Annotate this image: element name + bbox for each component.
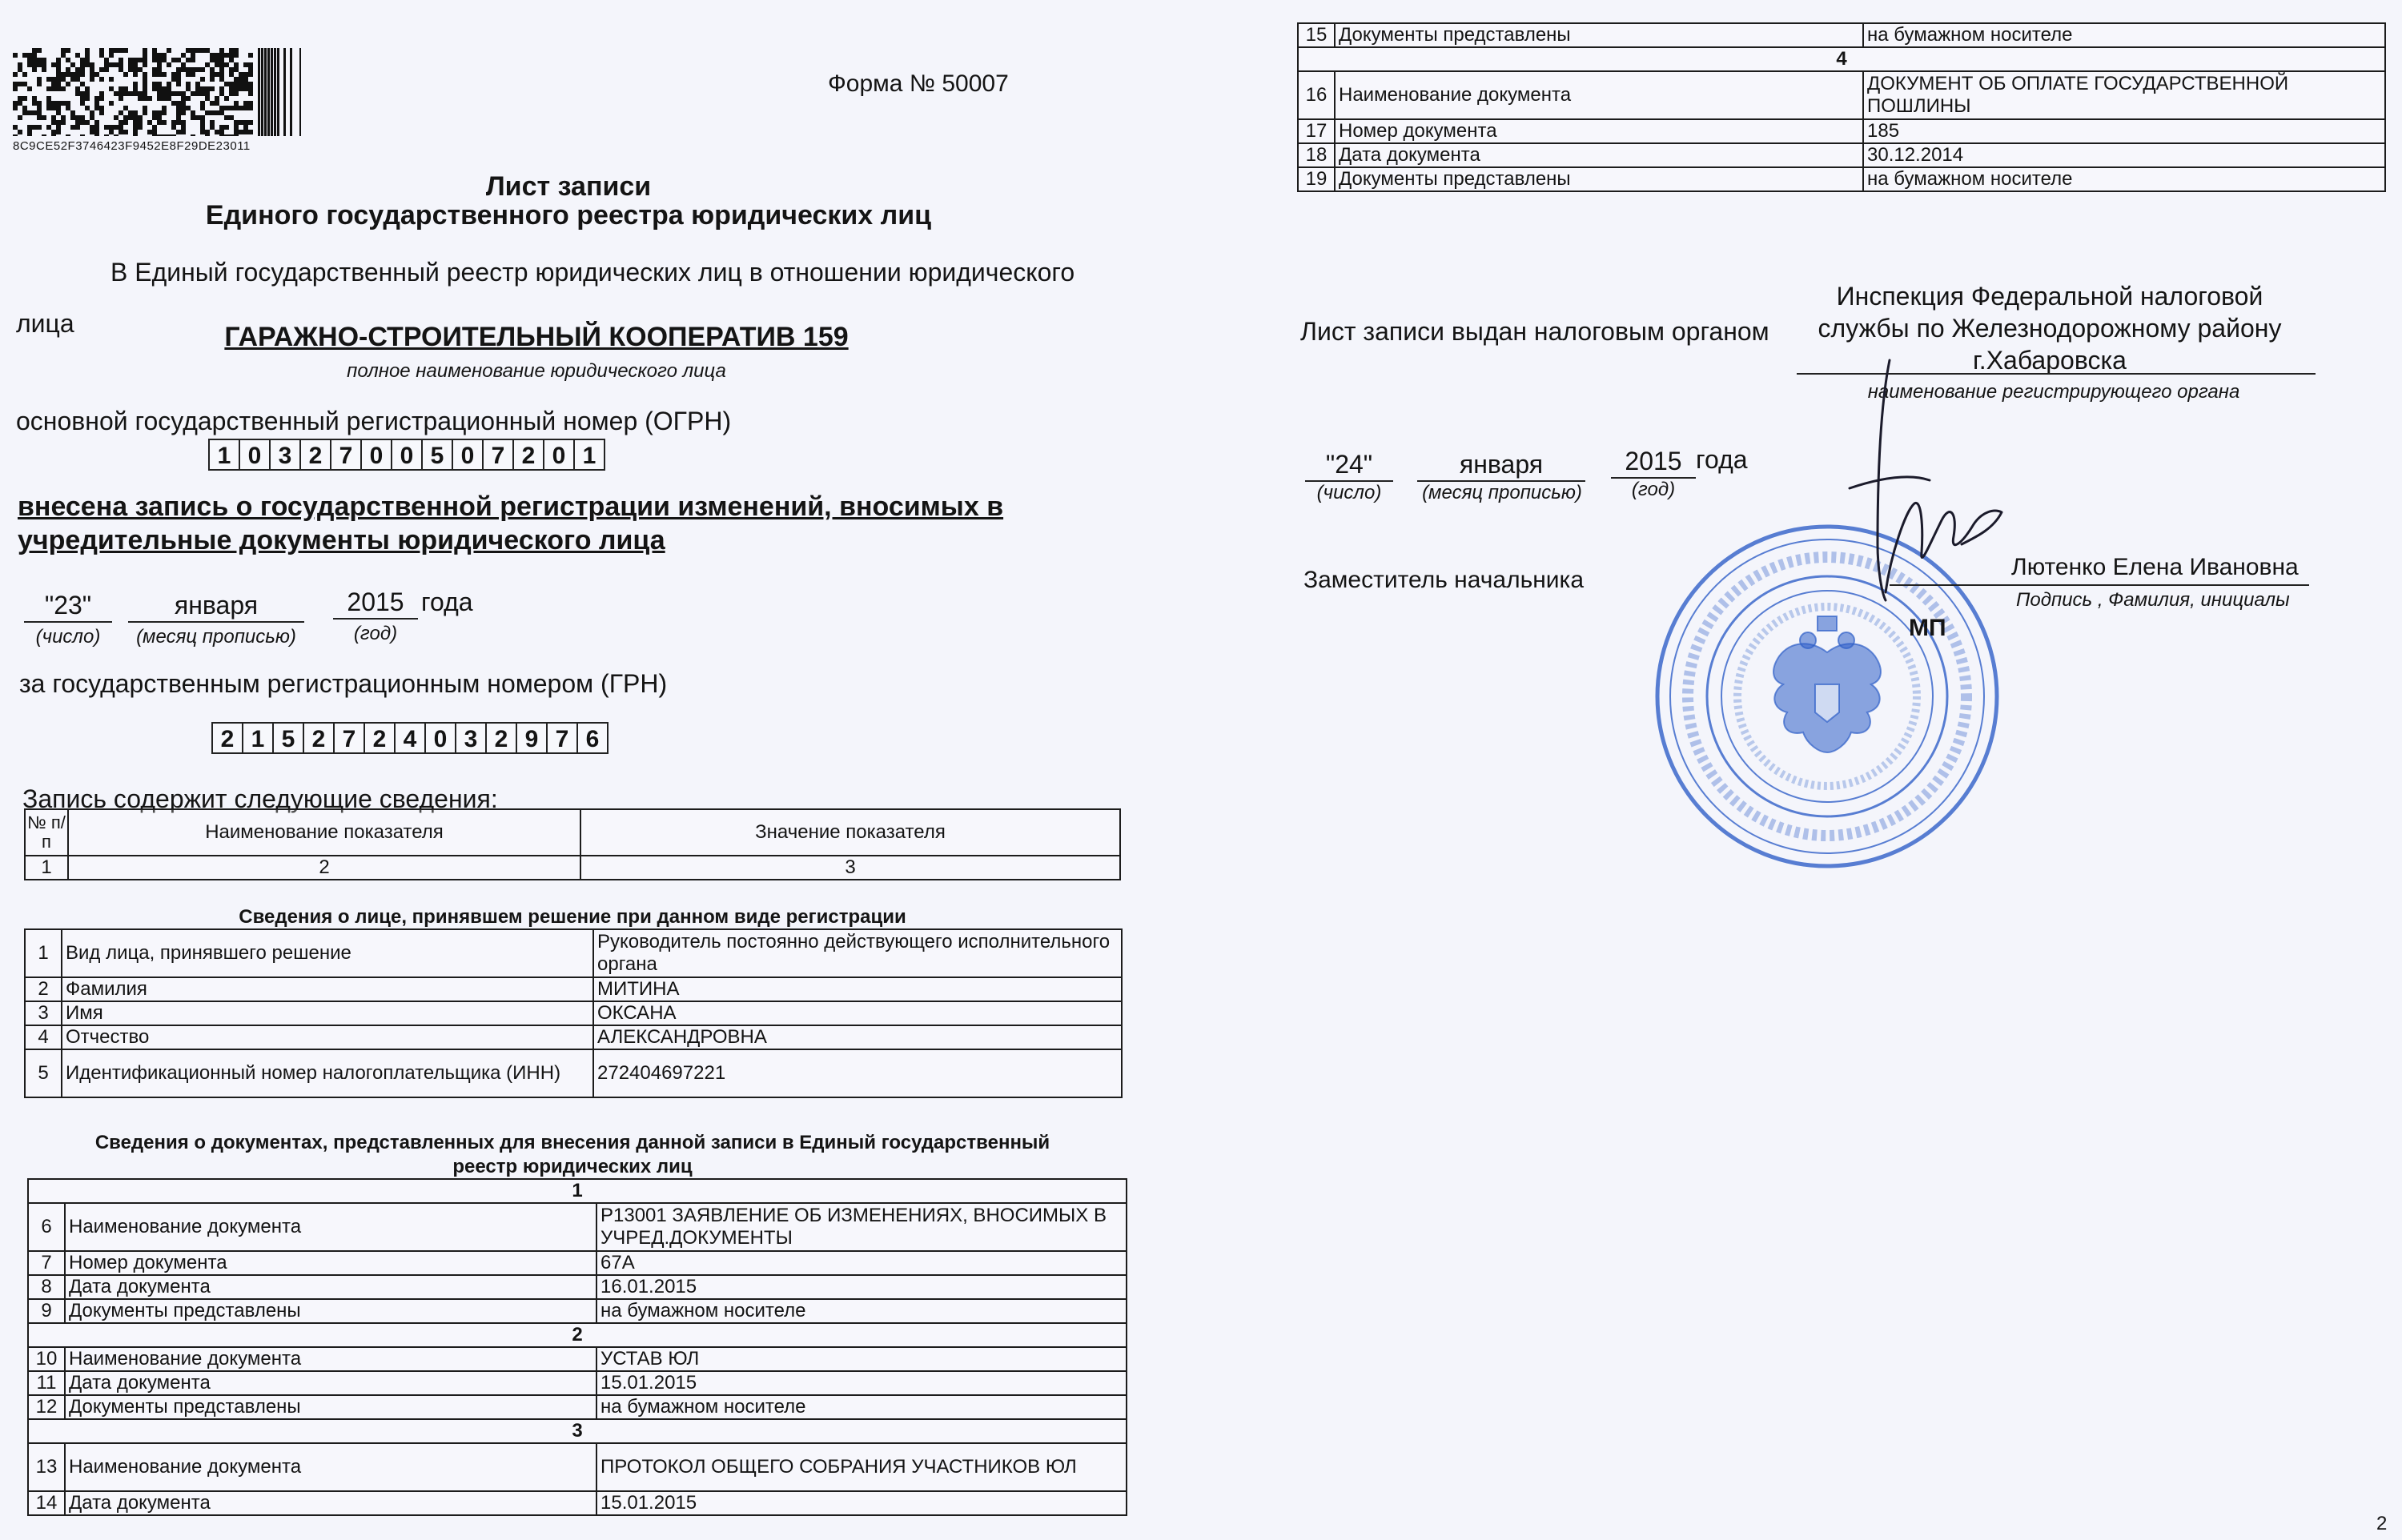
- issue-year-suffix: года: [1696, 445, 1748, 474]
- grn-digit: 2: [211, 722, 243, 754]
- row-number: 13: [28, 1443, 65, 1491]
- row-number: 8: [28, 1275, 65, 1299]
- row-name: Документы представлены: [65, 1299, 596, 1323]
- entry-month-caption: (месяц прописью): [136, 626, 296, 648]
- table-row: [28, 1299, 1127, 1323]
- grn-digit: 1: [242, 722, 274, 754]
- form-number: Форма № 50007: [828, 70, 1009, 97]
- grn-digit: 5: [272, 722, 304, 754]
- row-value: 30.12.2014: [1863, 143, 2385, 167]
- row-value: 15.01.2015: [596, 1491, 1127, 1515]
- row-value: ДОКУМЕНТ ОБ ОПЛАТЕ ГОСУДАРСТВЕННОЙ ПОШЛИНЫ: [1863, 71, 2385, 119]
- header-col-value: Значение показателя: [580, 809, 1120, 856]
- row-name: Фамилия: [62, 977, 593, 1001]
- row-value: 15.01.2015: [596, 1371, 1127, 1395]
- table-row: [28, 1371, 1127, 1395]
- header-col-number: № п/п: [25, 809, 68, 856]
- table-row: [28, 1491, 1127, 1515]
- documents-table-left: [27, 1178, 1127, 1516]
- contains-label: Запись содержит следующие сведения:: [22, 784, 498, 813]
- authority-caption: наименование регистрирующего органа: [1867, 381, 2240, 403]
- section2-title-line2: реестр юридических лиц: [452, 1156, 693, 1177]
- row-number: 18: [1298, 143, 1335, 167]
- entry-year-caption: (год): [353, 623, 398, 644]
- issue-month: января: [1417, 448, 1585, 482]
- title-line2: Единого государственного реестра юридических лиц: [205, 200, 932, 231]
- grn-digit: 6: [576, 722, 609, 754]
- row-number: 1: [25, 929, 62, 977]
- grn-digit: 9: [516, 722, 548, 754]
- grn-digit: 7: [333, 722, 365, 754]
- row-value: МИТИНА: [593, 977, 1122, 1001]
- row-name: Номер документа: [1335, 119, 1863, 143]
- row-value: 16.01.2015: [596, 1275, 1127, 1299]
- ogrn-digit: 7: [482, 439, 514, 471]
- row-name: Документы представлены: [1335, 23, 1863, 47]
- row-value: АЛЕКСАНДРОВНА: [593, 1025, 1122, 1049]
- signer-name: Лютенко Елена Ивановна: [2011, 554, 2299, 580]
- position-title: Заместитель начальника: [1303, 567, 1585, 593]
- row-name: Отчество: [62, 1025, 593, 1049]
- entry-month: января: [128, 589, 304, 623]
- grn-digit: 0: [424, 722, 456, 754]
- row-name: Номер документа: [65, 1251, 596, 1275]
- section-number: 2: [28, 1323, 1127, 1347]
- table-row: [25, 1049, 1122, 1097]
- row-value: на бумажном носителе: [596, 1299, 1127, 1323]
- grn-digit: 7: [546, 722, 578, 754]
- section-number: 4: [1298, 47, 2385, 71]
- header-num-2: 2: [68, 856, 580, 880]
- row-value: 185: [1863, 119, 2385, 143]
- entry-line2: учредительные документы юридического лица: [18, 525, 665, 555]
- issue-year-caption: (год): [1631, 479, 1676, 500]
- grn-digit: 2: [303, 722, 335, 754]
- row-name: Наименование документа: [65, 1347, 596, 1371]
- row-name: Вид лица, принявшего решение: [62, 929, 593, 977]
- ogrn-digit: 0: [391, 439, 423, 471]
- row-name: Дата документа: [65, 1275, 596, 1299]
- row-number: 15: [1298, 23, 1335, 47]
- header-num-1: 1: [25, 856, 68, 880]
- grn-digit: 2: [364, 722, 396, 754]
- ogrn-label: основной государственный регистрационный номер (ОГРН): [16, 407, 732, 435]
- issue-day-caption: (число): [1316, 482, 1382, 503]
- row-number: 9: [28, 1299, 65, 1323]
- barcode-image: [13, 48, 301, 136]
- row-number: 14: [28, 1491, 65, 1515]
- row-number: 12: [28, 1395, 65, 1419]
- ogrn-digit: 5: [421, 439, 453, 471]
- grn-digit: 3: [455, 722, 487, 754]
- issue-day: "24": [1305, 448, 1393, 482]
- entry-line1: внесена запись о государственной регистрации изменений, вносимых в: [18, 491, 1004, 522]
- row-number: 2: [25, 977, 62, 1001]
- row-value: Р13001 ЗАЯВЛЕНИЕ ОБ ИЗМЕНЕНИЯХ, ВНОСИМЫХ В УЧРЕД.ДОКУМЕНТЫ: [596, 1203, 1127, 1251]
- authority-line2: службы по Железнодорожному району: [1818, 314, 2282, 343]
- table-row: [28, 1275, 1127, 1299]
- table-row: [25, 1025, 1122, 1049]
- row-name: Документы представлены: [65, 1395, 596, 1419]
- section-number: 1: [28, 1179, 1127, 1203]
- row-name: Идентификационный номер налогоплательщика (ИНН): [62, 1049, 593, 1097]
- row-value: 67А: [596, 1251, 1127, 1275]
- entry-day: "23": [24, 589, 112, 623]
- issued-label: Лист записи выдан налоговым органом: [1300, 317, 1769, 346]
- row-value: на бумажном носителе: [1863, 167, 2385, 191]
- section1-title: Сведения о лице, принявшем решение при данном виде регистрации: [239, 906, 906, 928]
- row-name: Дата документа: [1335, 143, 1863, 167]
- section2-title-line1: Сведения о документах, представленных для внесения данной записи в Единый государственный: [94, 1132, 1050, 1153]
- row-value: ПРОТОКОЛ ОБЩЕГО СОБРАНИЯ УЧАСТНИКОВ ЮЛ: [596, 1443, 1127, 1491]
- ogrn-digit: 0: [543, 439, 575, 471]
- table-row: [1298, 143, 2385, 167]
- seal-mark: МП: [1909, 615, 1946, 641]
- entry-day-caption: (число): [35, 626, 101, 648]
- row-number: 19: [1298, 167, 1335, 191]
- row-name: Наименование документа: [65, 1203, 596, 1251]
- person-table: [24, 928, 1123, 1098]
- table-row: [28, 1347, 1127, 1371]
- row-number: 5: [25, 1049, 62, 1097]
- row-number: 11: [28, 1371, 65, 1395]
- ogrn-digit: 2: [512, 439, 544, 471]
- grn-label: за государственным регистрационным номером (ГРН): [19, 669, 668, 698]
- signer-caption: Подпись , Фамилия, инициалы: [2016, 589, 2290, 611]
- title-line1: Лист записи: [485, 171, 652, 202]
- documents-table-right: [1297, 22, 2386, 192]
- intro-line2: лица: [16, 309, 74, 338]
- table-row: [28, 1251, 1127, 1275]
- table-row: [1298, 119, 2385, 143]
- row-value: на бумажном носителе: [1863, 23, 2385, 47]
- barcode-id: 8C9CE52F3746423F9452E8F29DE23011: [13, 139, 251, 153]
- ogrn-digit: 0: [360, 439, 392, 471]
- row-number: 7: [28, 1251, 65, 1275]
- signer-underline: [1890, 584, 2309, 586]
- row-value: ОКСАНА: [593, 1001, 1122, 1025]
- issue-month-caption: (месяц прописью): [1422, 482, 1582, 503]
- issue-year: 2015: [1611, 445, 1696, 479]
- row-name: Дата документа: [65, 1491, 596, 1515]
- org-name: ГАРАЖНО-СТРОИТЕЛЬНЫЙ КООПЕРАТИВ 159: [224, 322, 849, 352]
- grn-digit: 4: [394, 722, 426, 754]
- ogrn-digit-boxes: [210, 439, 605, 471]
- table-row: [28, 1395, 1127, 1419]
- org-name-caption: полное наименование юридического лица: [347, 360, 726, 382]
- row-name: Документы представлены: [1335, 167, 1863, 191]
- ogrn-digit: 7: [330, 439, 362, 471]
- header-table: [24, 808, 1121, 880]
- header-num-3: 3: [580, 856, 1120, 880]
- row-number: 4: [25, 1025, 62, 1049]
- ogrn-digit: 0: [452, 439, 484, 471]
- header-col-name: Наименование показателя: [68, 809, 580, 856]
- row-number: 16: [1298, 71, 1335, 119]
- section-number: 3: [28, 1419, 1127, 1443]
- row-name: Наименование документа: [65, 1443, 596, 1491]
- row-number: 17: [1298, 119, 1335, 143]
- row-name: Имя: [62, 1001, 593, 1025]
- grn-digit-boxes: [213, 722, 609, 754]
- table-row: [28, 1203, 1127, 1251]
- ogrn-digit: 1: [208, 439, 240, 471]
- table-row: [1298, 71, 2385, 119]
- row-value: на бумажном носителе: [596, 1395, 1127, 1419]
- entry-year-suffix: года: [421, 588, 473, 616]
- ogrn-digit: 3: [269, 439, 301, 471]
- table-row: [28, 1443, 1127, 1491]
- ogrn-digit: 1: [573, 439, 605, 471]
- table-row: [25, 977, 1122, 1001]
- row-value: 272404697221: [593, 1049, 1122, 1097]
- row-value: УСТАВ ЮЛ: [596, 1347, 1127, 1371]
- authority-line3: г.Хабаровска: [1973, 346, 2127, 375]
- page-mark: 2: [2376, 1513, 2388, 1534]
- authority-line1: Инспекция Федеральной налоговой: [1836, 282, 2263, 311]
- ogrn-digit: 2: [299, 439, 331, 471]
- row-value: Руководитель постоянно действующего исполнительного органа: [593, 929, 1122, 977]
- table-row: [25, 1001, 1122, 1025]
- table-row: [1298, 167, 2385, 191]
- grn-digit: 2: [485, 722, 517, 754]
- table-row: [1298, 23, 2385, 47]
- row-number: 3: [25, 1001, 62, 1025]
- ogrn-digit: 0: [239, 439, 271, 471]
- row-name: Наименование документа: [1335, 71, 1863, 119]
- row-name: Дата документа: [65, 1371, 596, 1395]
- intro-line1: В Единый государственный реестр юридических лиц в отношении юридического: [110, 258, 1075, 287]
- row-number: 6: [28, 1203, 65, 1251]
- entry-year: 2015: [333, 586, 418, 620]
- row-number: 10: [28, 1347, 65, 1371]
- table-row: [25, 929, 1122, 977]
